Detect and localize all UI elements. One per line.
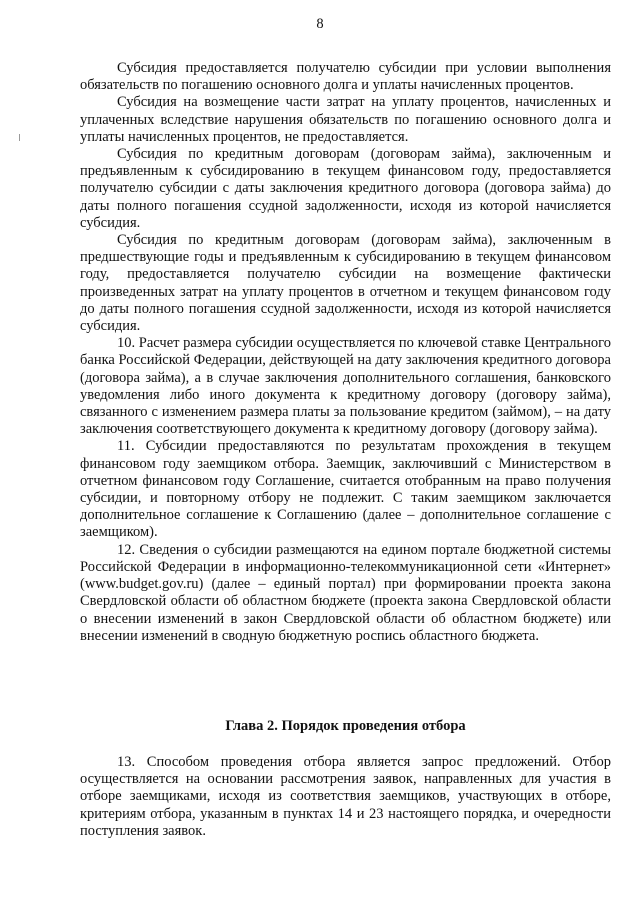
- body-text: [80, 60, 611, 645]
- paragraph-current-year-loans: Субсидия по кредитным договорам (договорам займа), заключенным и предъявленным к субсидированию в текущем финансовом году, предоставляется получателю субсидии с даты заключения кредитного договора (договора займа) до даты полного погашения ссудной задолженности, исходя из которой начисляется субсидия.: [80, 146, 611, 231]
- paragraph-subsidy-condition: Субсидия предоставляется получателю субсидии при условии выполнения обязательств по погашению основного долга и уплаты начисленных процентов.: [80, 60, 611, 94]
- paragraph-item-10: 10. Расчет размера субсидии осуществляется по ключевой ставке Центрального банка Российской Федерации, действующей на дату заключения кредитного договора (договора займа), а в случае заключения дополнительного соглашения, банковского уведомления либо иного документа к кредитному договору (договору займа), связанного с изменением размера платы за пользование кредитом (займом), – на дату заключения соответствующего документа к кредитному договору (договору займа).: [80, 335, 611, 438]
- chapter-title: Глава 2. Порядок проведения отбора: [225, 718, 466, 734]
- paragraph-item-12: 12. Сведения о субсидии размещаются на едином портале бюджетной системы Российской Федерации в информационно-телекоммуникационной сети «Интернет» (www.budget.gov.ru) (далее – единый портал) при формировании проекта закона Свердловской области об областном бюджете (проекта закона Свердловской области о внесении изменений в закон Свердловской области об областном бюджете) или внесении изменений в сводную бюджетную роспись областного бюджета.: [80, 541, 611, 644]
- paragraph-item-11: 11. Субсидии предоставляются по результатам прохождения в текущем финансовом году заемщиком отбора. Заемщик, заключивший с Министерством в отчетном финансовом году Соглашение, считается отобранным на право получения субсидии, и повторному отбору не подлежит. С таким заемщиком заключается дополнительное соглашение к Соглашению (далее – дополнительное соглашение с заемщиком).: [80, 438, 611, 541]
- paragraph-penalty-interest: Субсидия на возмещение части затрат на уплату процентов, начисленных и уплаченных вследствие нарушения обязательств по погашению основного долга и уплаты начисленных процентов, не предоставляется.: [80, 94, 611, 145]
- chapter-body-text: [80, 754, 611, 840]
- paragraph-previous-years-loans: Субсидия по кредитным договорам (договорам займа), заключенным в предшествующие годы и предъявленным к субсидированию в текущем финансовом году, предоставляется получателю субсидии на возмещение фактически произведенных затрат на уплату процентов в отчетном и текущем финансовом году до даты полного погашения ссудной задолженности, исходя из которой начисляется субсидия.: [80, 232, 611, 335]
- page-number: 8: [316, 16, 324, 32]
- paragraph-item-13: 13. Способом проведения отбора является запрос предложений. Отбор осуществляется на основании рассмотрения заявок, направленных для участия в отборе заемщиками, исходя из соответствия заемщиков, участвующих в отборе, критериям отбора, указанным в пунктах 14 и 23 настоящего порядка, и очередности поступления заявок.: [80, 754, 611, 839]
- margin-mark: [19, 134, 20, 141]
